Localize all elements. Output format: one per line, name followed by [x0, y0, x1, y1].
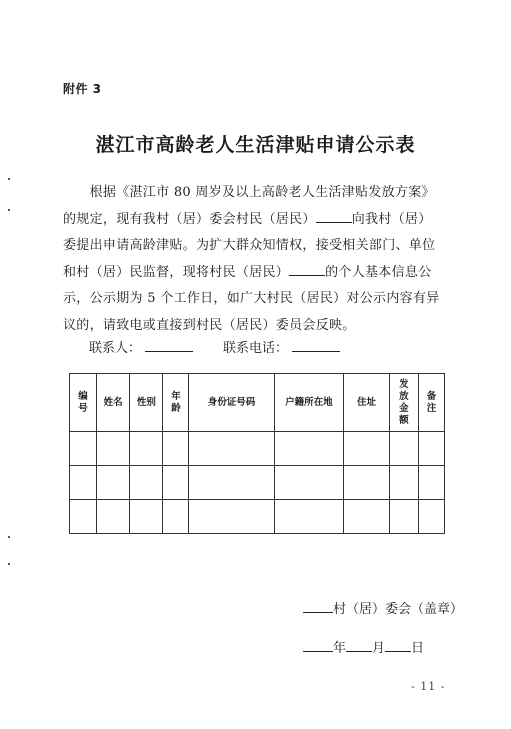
table-cell — [97, 500, 130, 534]
year-label: 年 — [333, 641, 347, 656]
page-number: - 11 - — [411, 680, 446, 693]
contact-person-label: 联系人： — [89, 341, 142, 356]
table-row — [70, 500, 445, 534]
table-cell — [274, 500, 344, 534]
table-row — [70, 432, 445, 466]
day-blank — [385, 637, 411, 652]
body-line-text: 向我村（居） — [351, 211, 432, 227]
seal-line — [303, 598, 463, 617]
table-header-row — [70, 374, 445, 432]
publicity-table — [69, 373, 445, 534]
table-cell — [130, 500, 163, 534]
body-paragraph — [63, 180, 453, 339]
body-line: 委提出申请高龄津贴。为扩大群众知情权，接受相关部门、单位 — [63, 238, 436, 253]
body-line: 议的，请致电或直接到村民（居民）委员会反映。 — [63, 317, 356, 333]
table-cell — [274, 432, 344, 466]
body-line-text: 的规定，现有我村（居）委会村民（居民） — [63, 211, 316, 227]
header-cell-id-number: 身份证号码 — [189, 374, 274, 432]
contact-person-blank — [145, 337, 193, 352]
table-cell — [189, 466, 274, 500]
header-cell-name: 姓名 — [97, 374, 130, 432]
contact-phone-blank — [292, 337, 340, 352]
scan-mark — [8, 178, 10, 180]
table-cell — [163, 466, 189, 500]
table-cell — [418, 432, 444, 466]
scan-mark — [8, 209, 10, 211]
scan-mark — [8, 536, 10, 538]
table-cell — [389, 500, 418, 534]
table-cell — [70, 466, 97, 500]
table-cell — [418, 500, 444, 534]
table-row — [70, 466, 445, 500]
table-cell — [70, 432, 97, 466]
month-blank — [346, 637, 372, 652]
table-cell — [189, 432, 274, 466]
page-title: 湛江市高龄老人生活津贴申请公示表 — [95, 134, 416, 156]
table-cell — [389, 466, 418, 500]
table-cell — [130, 432, 163, 466]
table-cell — [130, 466, 163, 500]
month-label: 月 — [372, 641, 386, 656]
scan-mark — [8, 563, 10, 565]
day-label: 日 — [411, 641, 425, 656]
table-cell — [344, 500, 390, 534]
body-line: 示，公示期为 5 个工作日，如广大村民（居民）对公示内容有异 — [63, 291, 440, 306]
table-cell — [344, 466, 390, 500]
body-line-text: 的个人基本信息公 — [325, 264, 432, 280]
table-cell — [189, 500, 274, 534]
table-cell — [389, 432, 418, 466]
table-cell — [97, 432, 130, 466]
body-line-text: 和村（居）民监督，现将村民（居民） — [63, 264, 290, 280]
table-cell — [97, 466, 130, 500]
table-cell — [344, 432, 390, 466]
table-cell — [163, 432, 189, 466]
contact-line — [89, 337, 370, 356]
body-line — [63, 207, 453, 234]
table-cell — [418, 466, 444, 500]
village-name-blank — [303, 598, 333, 613]
header-cell-household-registration: 户籍所在地 — [274, 374, 344, 432]
header-cell-amount: 发放金额 — [389, 374, 418, 432]
applicant-name-blank — [316, 208, 352, 223]
year-blank — [303, 637, 333, 652]
contact-phone-label: 联系电话： — [223, 341, 289, 356]
seal-text: 村（居）委会（盖章） — [333, 602, 464, 617]
header-cell-number: 编号 — [70, 374, 97, 432]
header-cell-address: 住址 — [344, 374, 390, 432]
header-cell-remarks: 备注 — [418, 374, 444, 432]
body-line — [63, 260, 453, 287]
date-line — [303, 637, 424, 656]
table-cell — [163, 500, 189, 534]
table-cell — [70, 500, 97, 534]
attachment-label: 附件 3 — [63, 82, 102, 96]
header-cell-age: 年龄 — [163, 374, 189, 432]
header-cell-gender: 性别 — [130, 374, 163, 432]
applicant-name-blank-2 — [289, 261, 325, 276]
table-cell — [274, 466, 344, 500]
body-line-text: 根据《湛江市 80 周岁及以上高龄老人生活津贴发放方案》 — [89, 185, 435, 200]
body-line — [63, 180, 453, 207]
